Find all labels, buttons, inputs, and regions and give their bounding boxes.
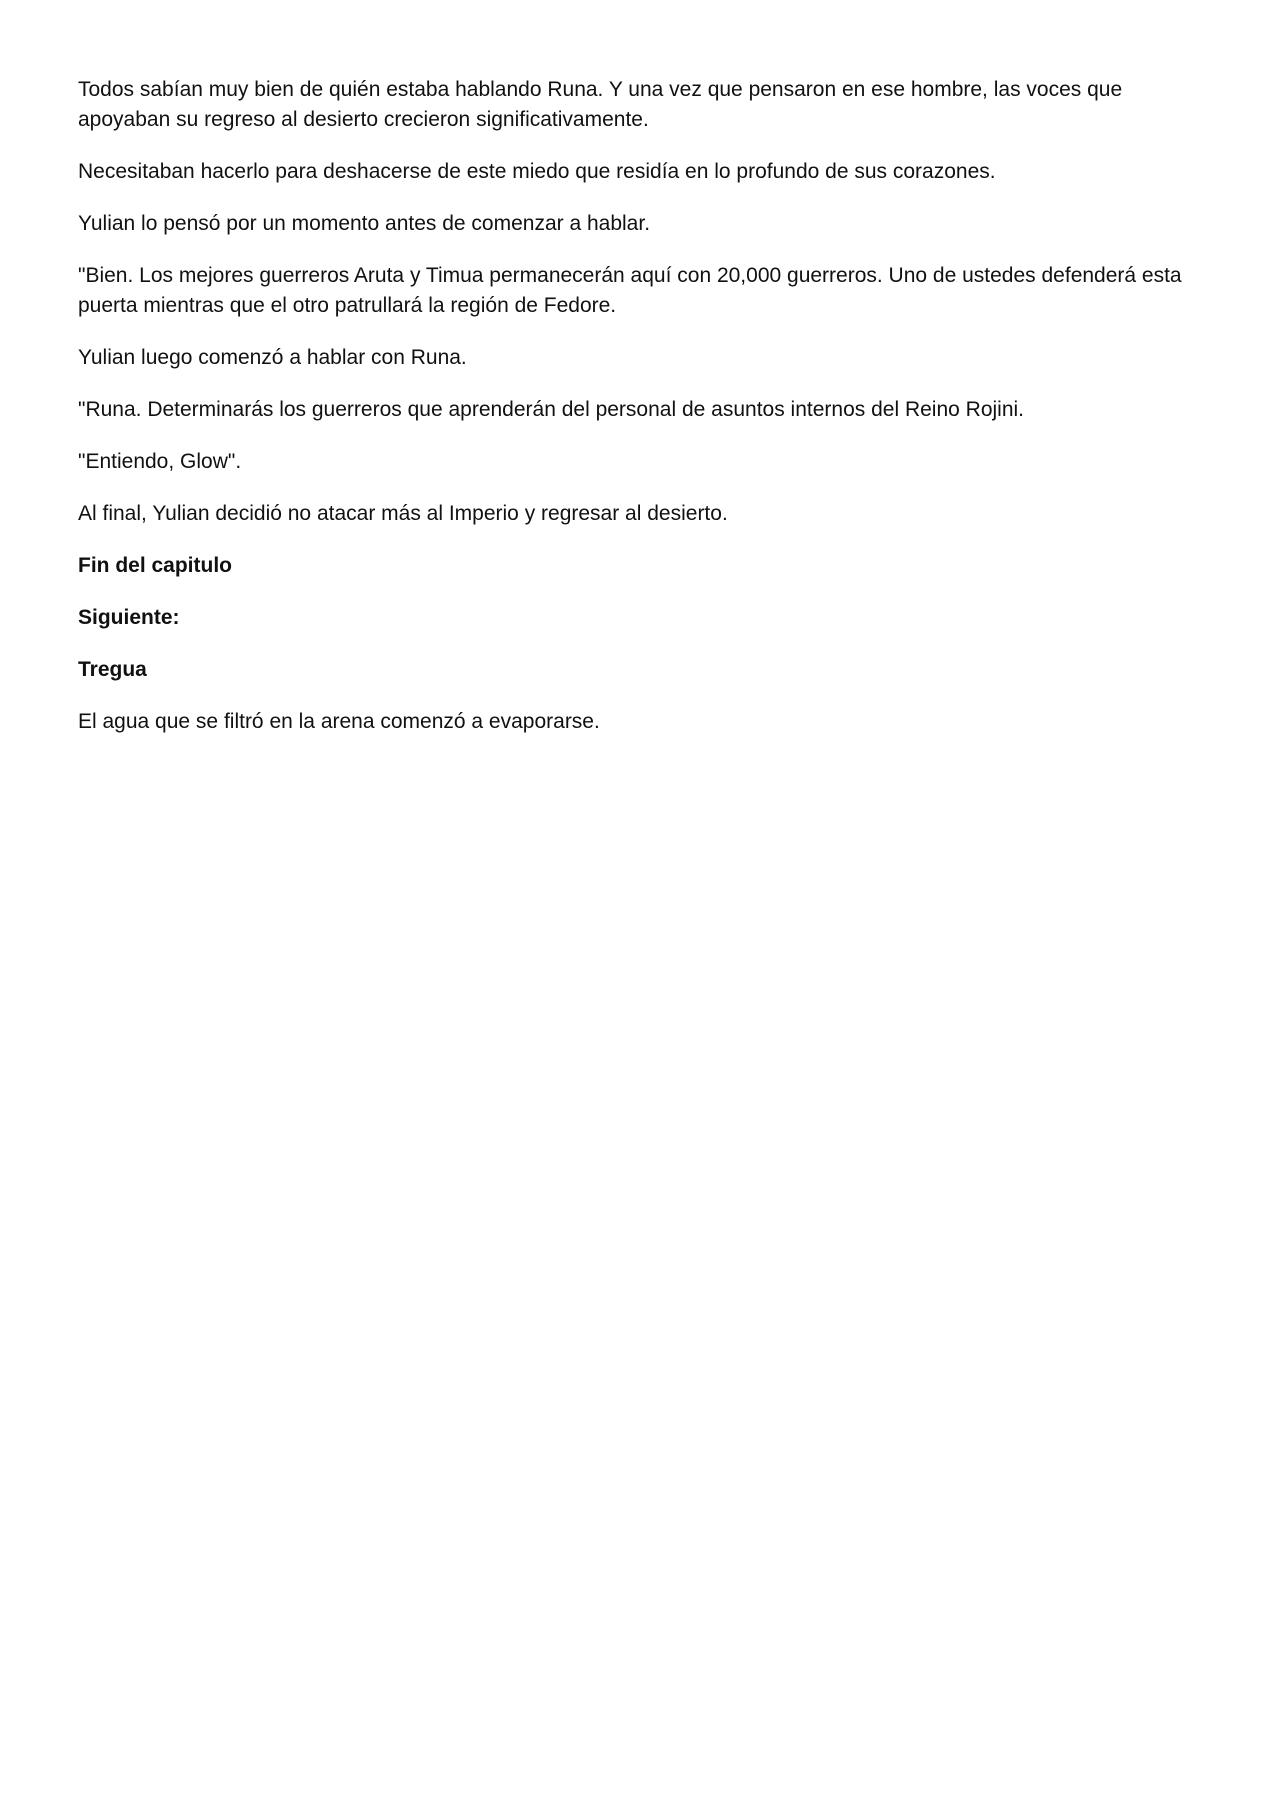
paragraph: "Entiendo, Glow". — [78, 450, 242, 473]
paragraph: Al final, Yulian decidió no atacar más al Imperio y regresar al desierto. — [78, 502, 728, 525]
chapter-end-heading: Fin del capitulo — [78, 554, 233, 577]
paragraph: Necesitaban hacerlo para deshacerse de este miedo que residía en lo profundo de sus corazones. — [78, 160, 996, 183]
next-label: Siguiente: — [78, 606, 180, 629]
paragraph: Yulian luego comenzó a hablar con Runa. — [78, 346, 467, 369]
paragraph: El agua que se filtró en la arena comenzó a evaporarse. — [78, 710, 600, 733]
paragraph: Yulian lo pensó por un momento antes de comenzar a hablar. — [78, 212, 651, 235]
document-body — [78, 75, 1193, 759]
paragraph: "Bien. Los mejores guerreros Aruta y Timua permanecerán aquí con 20,000 guerreros. Uno de ustedes defenderá esta puerta mientras que el otro patrullará la región de Fedore. — [78, 264, 1182, 317]
next-chapter-title: Tregua — [78, 658, 147, 681]
paragraph: "Runa. Determinarás los guerreros que aprenderán del personal de asuntos internos del Reino Rojini. — [78, 398, 1025, 421]
paragraph: Todos sabían muy bien de quién estaba hablando Runa. Y una vez que pensaron en ese hombre, las voces que apoyaban su regreso al desierto crecieron significativamente. — [78, 78, 1123, 131]
